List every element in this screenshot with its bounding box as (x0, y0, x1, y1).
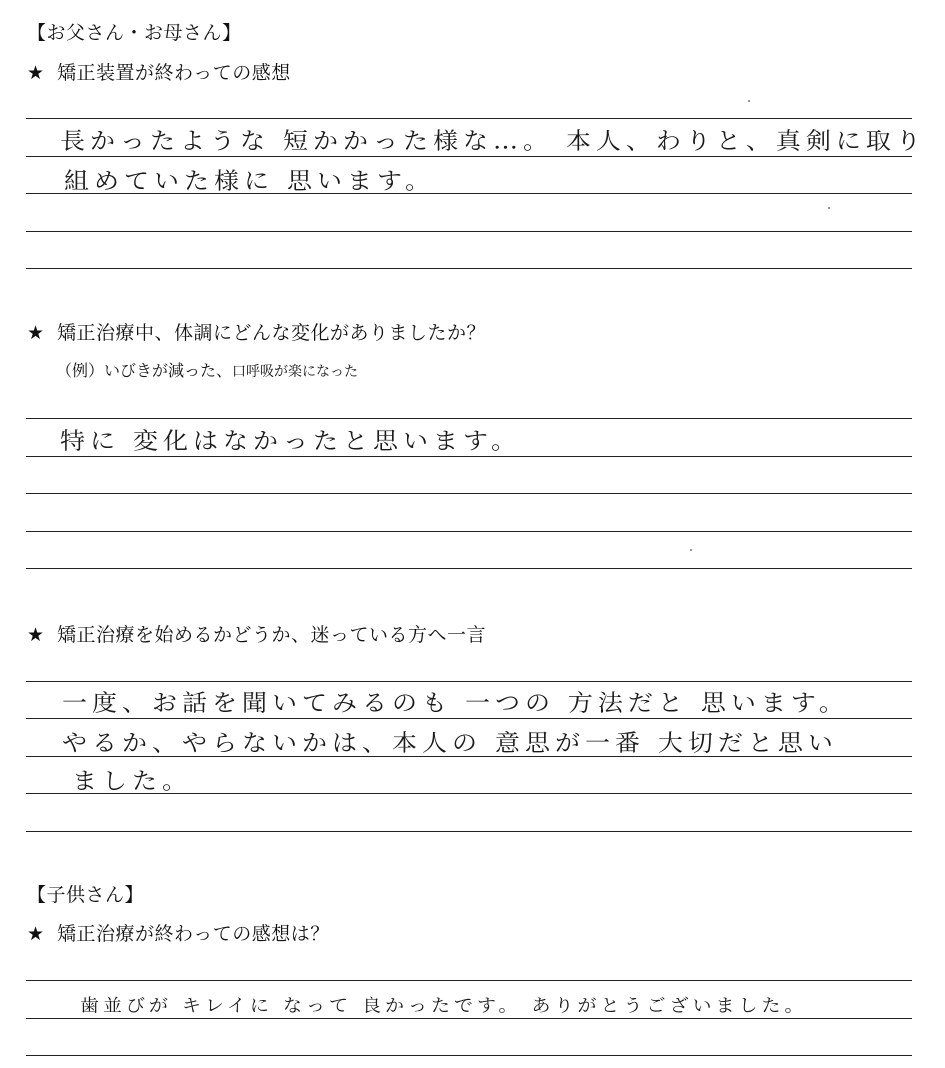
answer-line (26, 1055, 912, 1056)
answer-1-line-1: 長かったような 短かかった様な…。 本人、わりと、真剣に取り (60, 127, 926, 155)
answer-line (26, 1018, 912, 1019)
star-icon: ★ (27, 923, 45, 945)
answer-line (26, 718, 912, 719)
answer-line (26, 531, 912, 532)
child-answer-1-line-1: 歯並びが キレイに なって 良かったです。 ありがとうございました。 (80, 995, 808, 1017)
answer-3-line-2: やるか、やらないかは、本人の 意思が一番 大切だと思い (62, 729, 838, 757)
scan-speck (748, 100, 750, 102)
answer-line (26, 418, 912, 419)
question-2 (27, 318, 486, 345)
answer-3-line-3: ました。 (72, 767, 193, 795)
answer-line (26, 568, 912, 569)
answer-line (26, 156, 912, 157)
answer-line (26, 980, 912, 981)
child-question-1-text: 矯正治療が終わっての感想は？ (57, 923, 330, 945)
example-prefix: （例）いびきが減った、 (56, 361, 233, 380)
answer-line (26, 493, 912, 494)
child-question-1 (27, 919, 330, 946)
answer-line (26, 456, 912, 457)
answer-line (26, 118, 912, 119)
question-1 (27, 58, 291, 85)
answer-line (26, 268, 912, 269)
question-1-text: 矯正装置が終わっての感想 (57, 62, 291, 84)
answer-2-line-1: 特に 変化はなかったと思います。 (60, 427, 521, 455)
star-icon: ★ (27, 624, 45, 646)
answer-1-line-2: 組めていた様に 思います。 (64, 167, 435, 195)
question-3-text: 矯正治療を始めるかどうか、迷っている方へ一言 (57, 624, 487, 646)
star-icon: ★ (27, 322, 45, 344)
scan-speck (690, 549, 692, 551)
answer-3-line-1: 一度、お話を聞いてみるのも 一つの 方法だと 思います。 (62, 689, 849, 717)
answer-line (26, 681, 912, 682)
example-rest: 口呼吸が楽になった (232, 364, 359, 380)
star-icon: ★ (27, 62, 45, 84)
answer-line (26, 231, 912, 232)
parents-heading: 【お父さん・お母さん】 (27, 22, 242, 44)
child-heading: 【子供さん】 (27, 884, 145, 906)
question-2-example (56, 358, 358, 381)
question-2-text: 矯正治療中、体調にどんな変化がありましたか？ (57, 322, 487, 344)
question-3 (27, 620, 486, 647)
answer-line (26, 831, 912, 832)
scan-speck (828, 207, 830, 209)
